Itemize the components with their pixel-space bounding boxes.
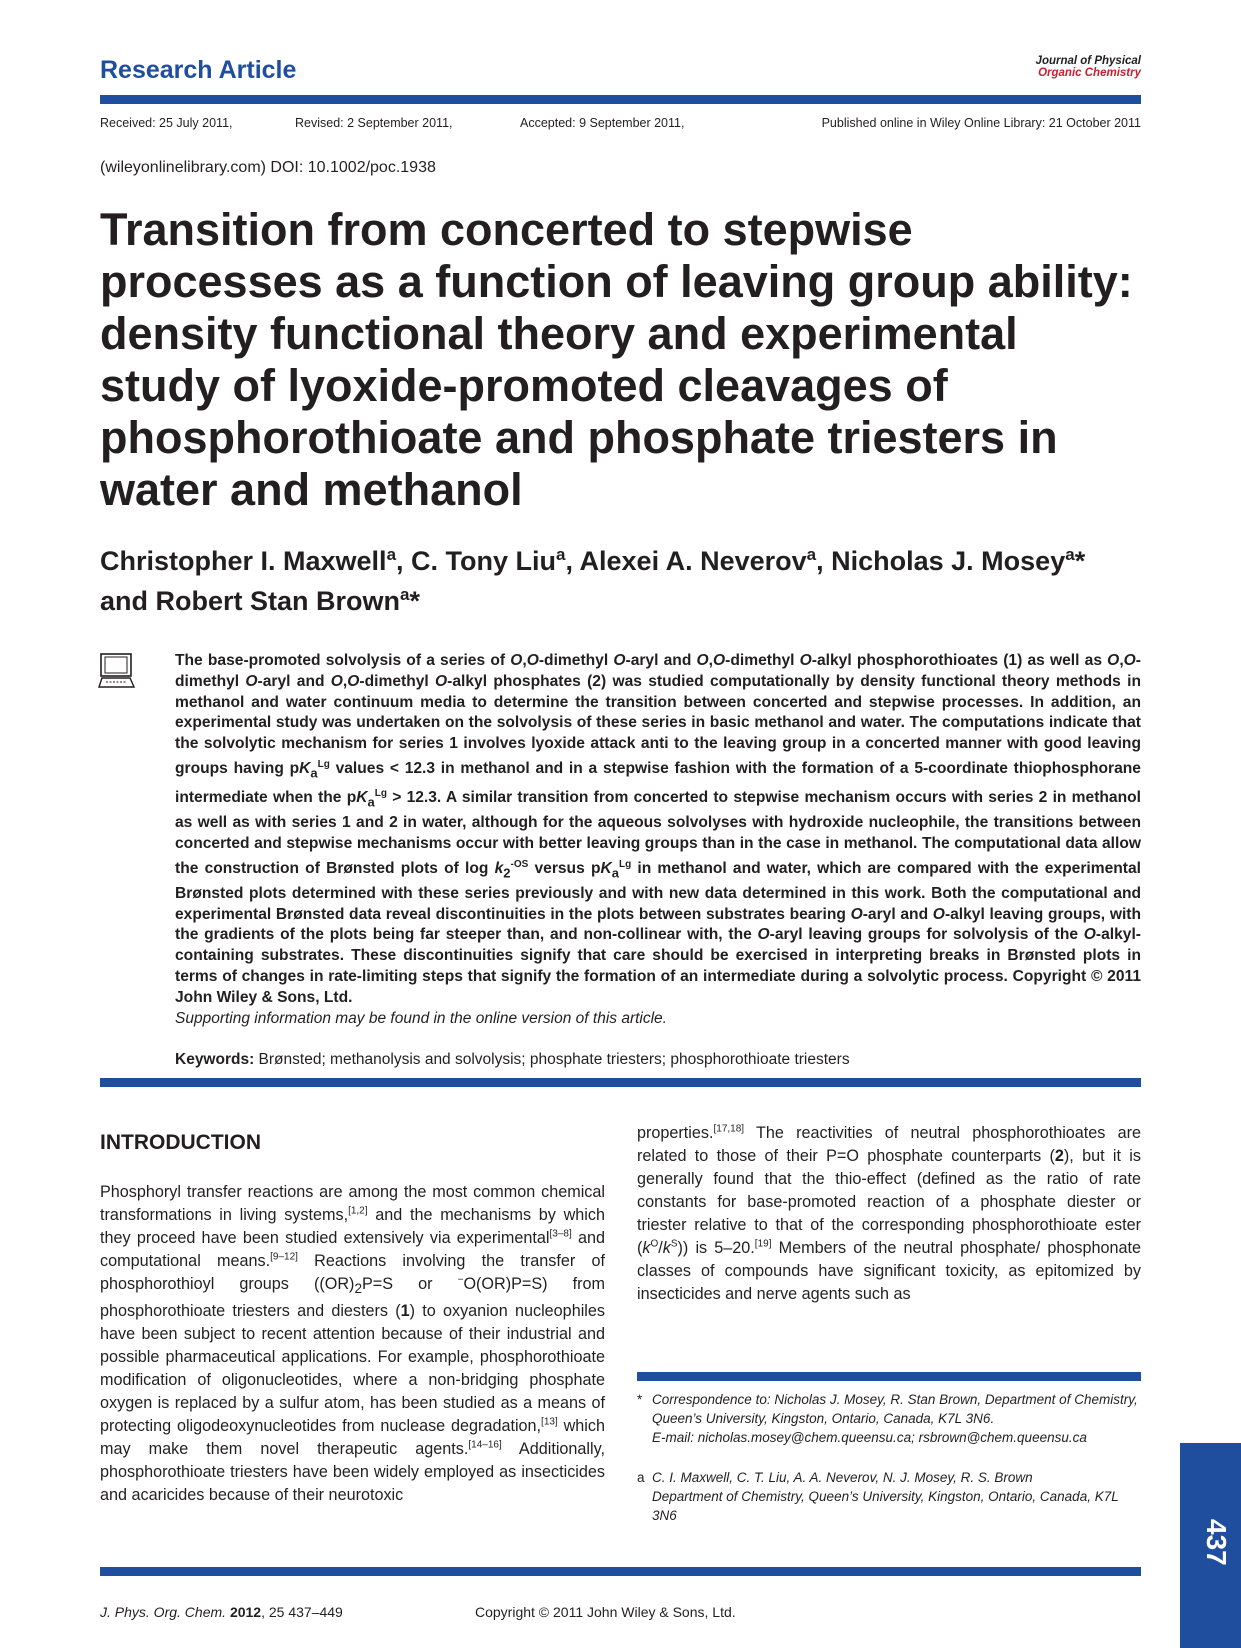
author-name: Robert Stan Brown [155,586,401,616]
footnote-rule [637,1372,1141,1381]
author-corresponding-star: * [409,586,421,616]
page-number: 437 [1201,1519,1232,1566]
published-date: Published online in Wiley Online Library: 21 October 2011 [821,116,1141,130]
citation-year: 2012 [229,1604,262,1620]
journal-logo [1036,55,1141,79]
abstract-text: The base-promoted solvolysis of a series of O,O-dimethyl O-aryl and O,O-dimethyl O-alkyl phosphorothioates (1) as well as O,O-dimethyl O-aryl and O,O-dimethyl O-alkyl phosphates (2) was studied computationally by density functional theory methods in methanol and water continuum media to determine the transition between concerted and stepwise processes. In addition, an experimental study was undertaken on the solvolysis of these series in basic methanol and water. The computations indicate that the solvolytic mechanism for series 1 involves lyoxide attack anti to the leaving group in a concerted manner with good leaving groups having $pK_a^{Lg}$ values < 12.3 in methanol and in a stepwise fashion with the formation of a 5-coordinate thiophosphorane intermediate when the $pK_a^{Lg} > 12.3$. A similar transition from concerted to stepwise mechanism occurs with series 2 in methanol as well as with series 1 and 2 in water, although for the aqueous solvolyses with hydroxide nucleophile, the transitions between concerted and stepwise mechanisms occur with better leaving groups than in the case in methanol. The computational data allow the construction of Brønsted plots of $\log k_2^{-OS}$ versus $pK_a^{Lg}$ in methanol and water, which are compared with the experimental Brønsted plots determined with these series previously and with new data determined in this work. Both the computational and experimental Brønsted data reveal discontinuities in the plots between substrates bearing O-aryl and O-alkyl leaving groups, with the gradients of the plots being far steeper than, and non-collinear with, the O-aryl leaving groups for solvolysis of the O-alkyl-containing substrates. These discontinuities signify that care should be exercised in interpreting breaks in Brønsted plots in terms of changes in rate-limiting steps that signify the formation of an intermediate during a solvolytic process. Copyright © 2011 John Wiley & Sons, Ltd. [175,652,1141,1006]
author-name: Nicholas J. Mosey [831,546,1066,576]
author-separator: , [816,546,832,576]
author-separator: and [100,586,156,616]
author-affiliation-mark: a [556,545,566,564]
correspondence-email: E-mail: nicholas.mosey@chem.queensu.ca; rsbrown@chem.queensu.ca [652,1430,1087,1445]
author-name: Christopher I. Maxwell [100,546,387,576]
footnote-mark: a [637,1470,645,1485]
affiliation-footnote [637,1468,1141,1525]
accepted-date: Accepted: 9 September 2011, [520,116,685,130]
footer-citation [100,1604,343,1620]
author-separator: , [396,546,412,576]
supporting-info-note: Supporting information may be found in the online version of this article. [175,1010,667,1027]
author-name: Alexei A. Neverov [579,546,807,576]
article-title: Transition from concerted to stepwise processes as a function of leaving group ability: density functional theory and experimental study of lyoxide-promoted cleavages of phosphorothioate and phosphate triesters in water and methanol [100,204,1133,515]
page-number-tab [1180,1443,1241,1648]
header-rule [100,95,1141,104]
correspondence-text: Correspondence to: Nicholas J. Mosey, R. Stan Brown, Department of Chemistry, Queen’s University, Kingston, Ontario, Canada, K7L 3N6. [652,1392,1138,1426]
affiliation-department: Department of Chemistry, Queen’s University, Kingston, Ontario, Canada, K7L 3N6 [652,1489,1119,1523]
keywords-label: Keywords: [175,1051,255,1068]
received-date: Received: 25 July 2011, [100,116,233,130]
footnote-mark: * [637,1392,643,1407]
author-affiliation-mark: a [386,545,397,564]
affiliation-names: C. I. Maxwell, C. T. Liu, A. A. Neverov, N. J. Mosey, R. S. Brown [652,1470,1033,1485]
keywords [175,1051,850,1069]
author-name: C. Tony Liu [411,546,557,576]
revised-date: Revised: 2 September 2011, [295,116,453,130]
author-list [100,538,1141,618]
journal-abbrev: J. Phys. Org. Chem. [100,1604,227,1620]
author-corresponding-star: * [1074,546,1086,576]
correspondence-footnote [637,1390,1141,1447]
journal-logo-line1: Journal of Physical [1035,55,1141,67]
abstract-rule [100,1078,1141,1087]
intro-paragraph-continued: properties.[17,18] The reactivities of neutral phosphorothioates are related to those of their P=O phosphate counterparts (2), but it is generally found that the thio-effect (defined as the ratio of rate constants for base-promoted reaction of a phosphate diester or triester relative to that of the corresponding phosphorothioate ester $(k^O/k^S)$) is 5–20.[19] Members of the neutral phosphate/ phosphonate classes of compounds have significant toxicity, as epitomized by insecticides and nerve agents such as [637,1123,1141,1303]
section-heading: INTRODUCTION [100,1131,261,1154]
footer-rule [100,1567,1141,1576]
author-separator: , [565,546,580,576]
journal-logo-line2: Organic Chemistry [1038,67,1141,79]
computer-icon [98,653,136,689]
author-affiliation-mark: a [1065,545,1075,564]
author-affiliation-mark: a [806,545,817,564]
author-affiliation-mark: a [400,585,410,604]
doi: (wileyonlinelibrary.com) DOI: 10.1002/poc.1938 [100,159,436,176]
article-type-label: Research Article [100,56,297,84]
intro-paragraph: Phosphoryl transfer reactions are among the most common chemical transformations in living systems,[1,2] and the mechanisms by which they proceed have been studied extensively via experimental[3–8] and computational means.[9–12] Reactions involving the transfer of phosphorothioyl groups ($(OR)_2P=S$ or −O(OR)P=S) from phosphorothioate triesters and diesters (1) to oxyanion nucleophiles have been subject to recent attention because of their industrial and possible pharmaceutical applications. For example, phosphorothioate modification of oligonucleotides, where a non-bridging phosphate oxygen is replaced by a sulfur atom, has been studied as a means of protecting oligodeoxynucleotides from nuclease degradation,[13] which may make them novel therapeutic agents.[14–16] Additionally, phosphorothioate triesters have been widely employed as insecticides and acaricides because of their neurotoxic [100,1183,606,1505]
footer-copyright: Copyright © 2011 John Wiley & Sons, Ltd. [475,1604,736,1620]
citation-volume-pages: , 25 437–449 [261,1604,343,1620]
keywords-list: Brønsted; methanolysis and solvolysis; phosphate triesters; phosphorothioate triesters [254,1051,850,1068]
